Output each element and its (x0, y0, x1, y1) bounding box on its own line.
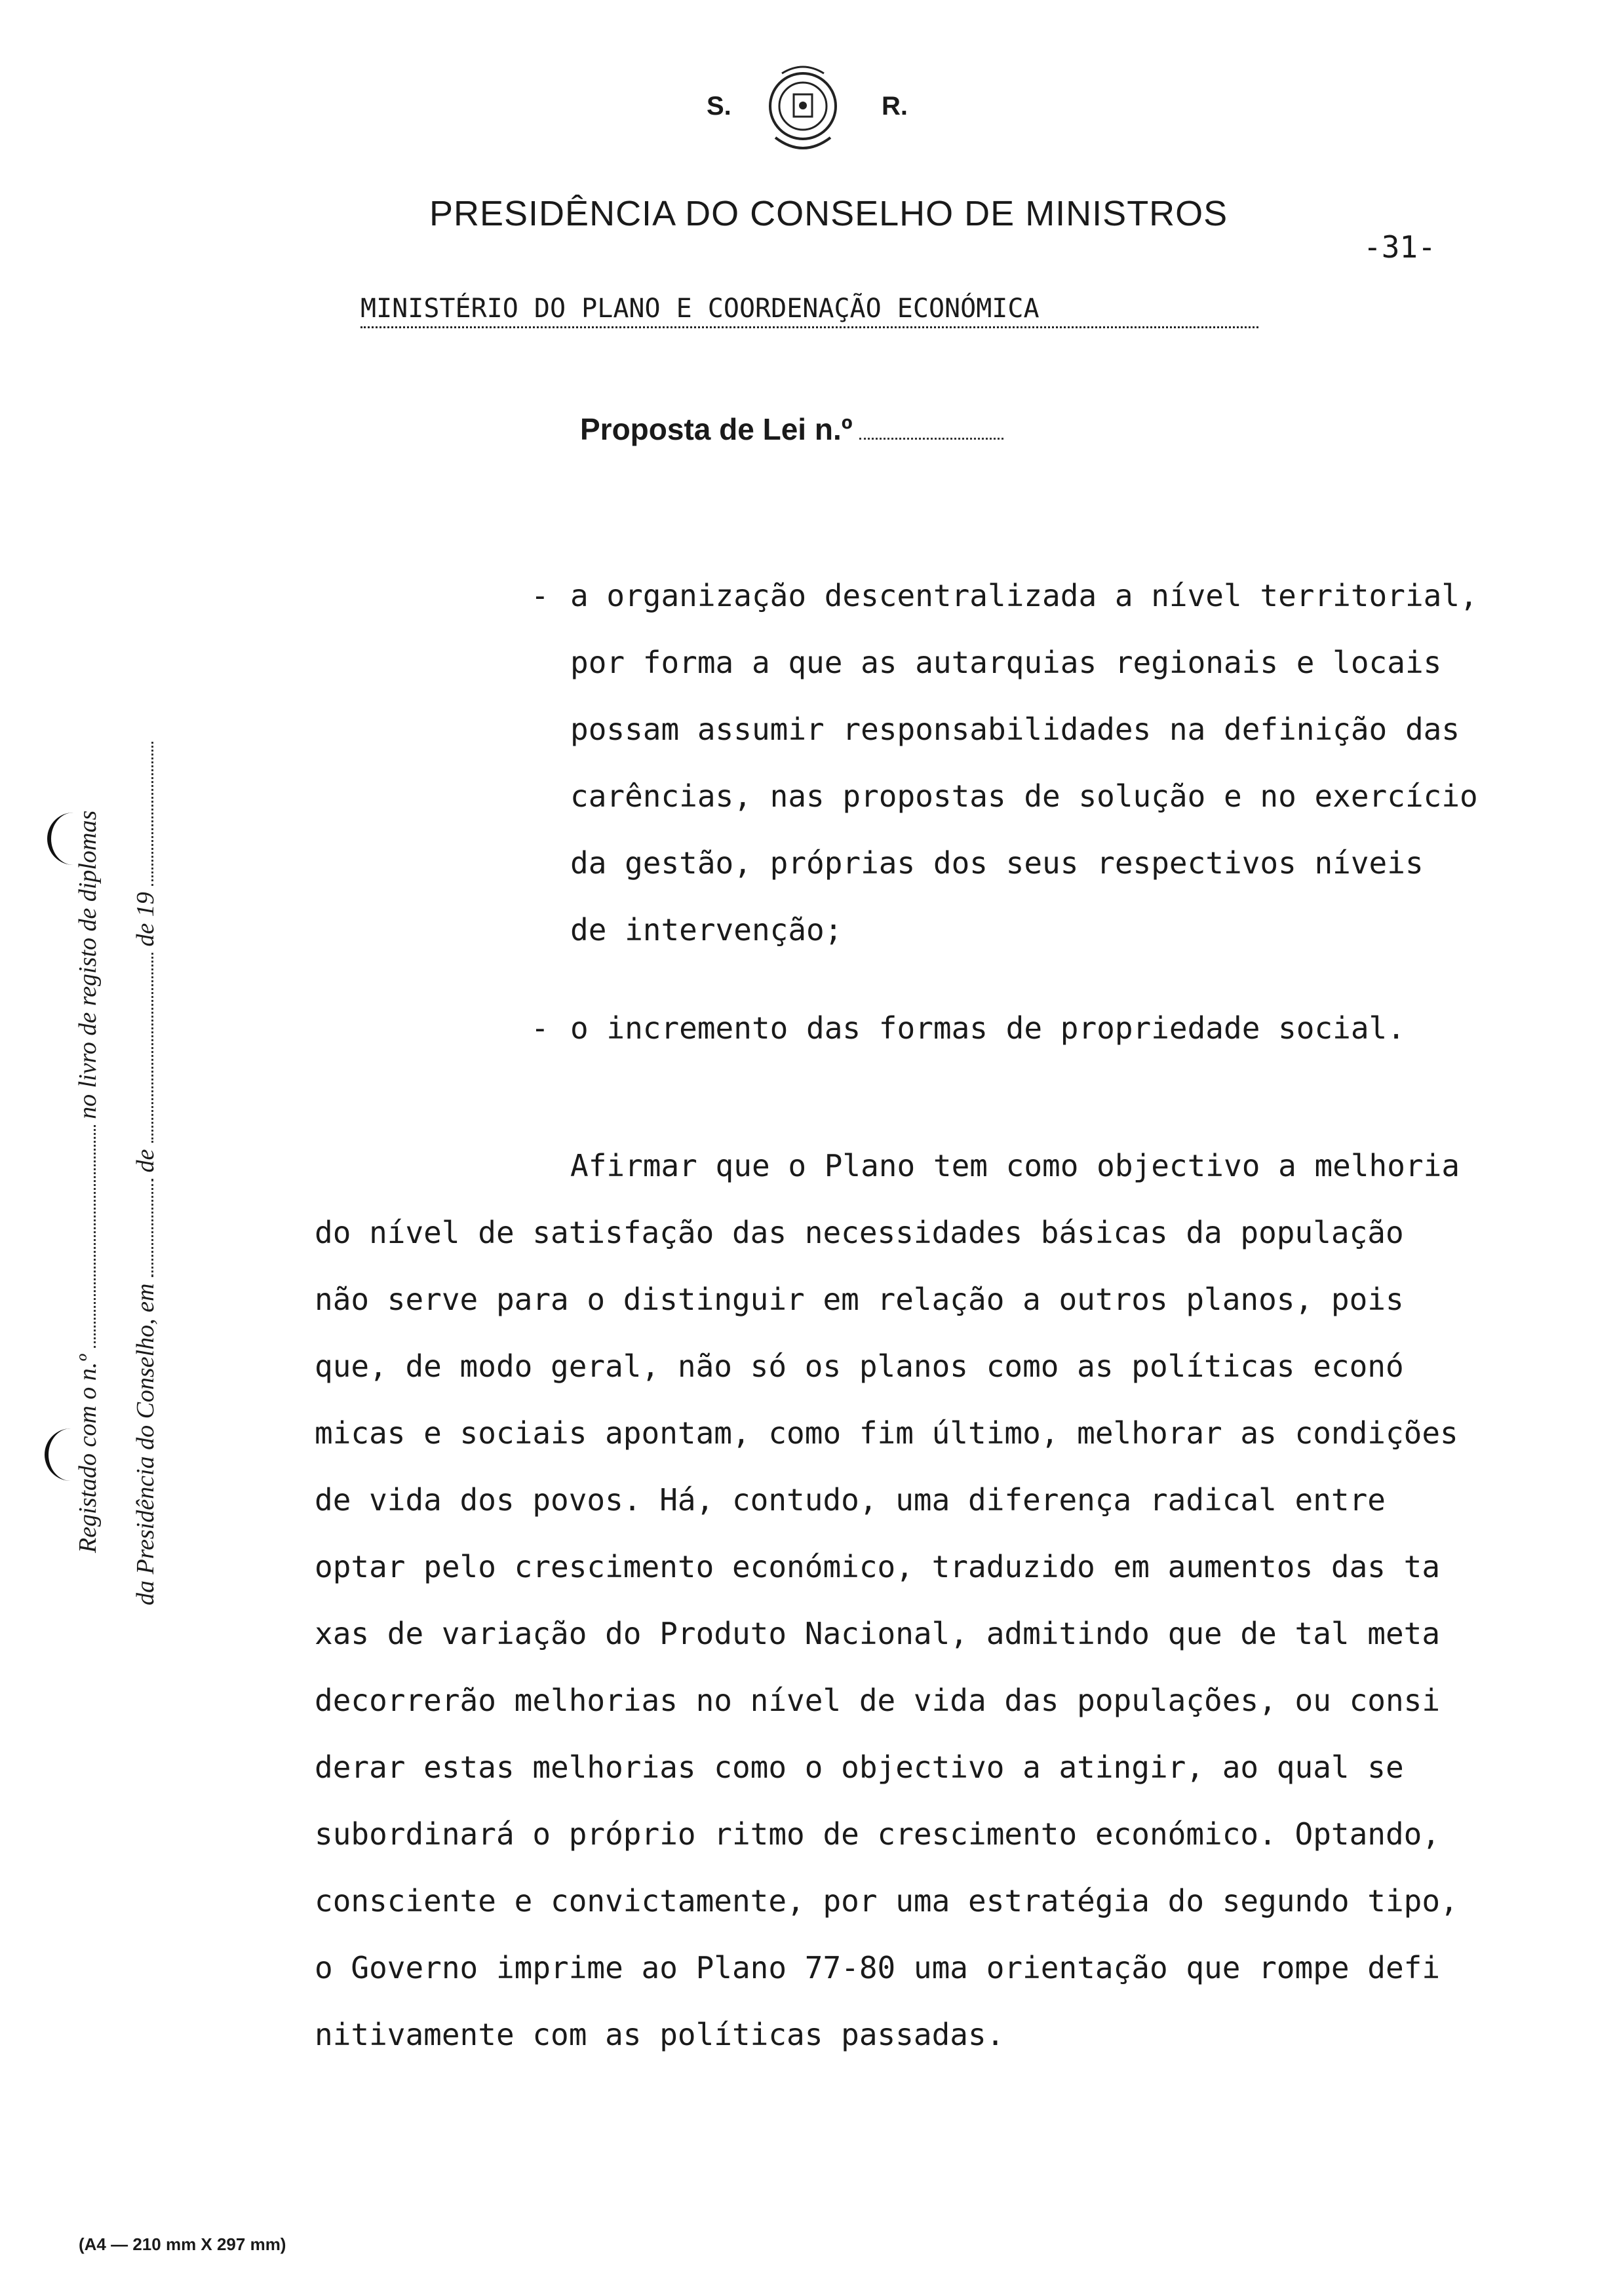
margin-year-blank (132, 742, 153, 886)
bullet-line: a organização descentralizada a nível territorial, (570, 578, 1478, 613)
paragraph-line: xas de variação do Produto Nacional, admitindo que de tal meta (315, 1616, 1441, 1651)
paragraph-line: de vida dos povos. Há, contudo, uma diferença radical entre (315, 1482, 1386, 1518)
bullet-line: o incremento das formas de propriedade social. (570, 1010, 1405, 1046)
paragraph-line: micas e sociais apontam, como fim último, melhorar as condições (315, 1415, 1458, 1451)
bullet-line: carências, nas propostas de solução e no exercício (570, 778, 1478, 814)
bullet-line: possam assumir responsabilidades na definição das (570, 712, 1460, 747)
paragraph-line: optar pelo crescimento económico, traduzido em aumentos das ta (315, 1549, 1441, 1584)
proposal-line (580, 411, 1003, 447)
bullet-dash: - (531, 578, 549, 613)
s-label: S. (707, 92, 731, 121)
paragraph-line: que, de modo geral, não só os planos como as políticas econó (315, 1349, 1404, 1384)
paragraph-line: decorrerão melhorias no nível de vida das populações, ou consi (315, 1683, 1441, 1718)
paragraph-line: nitivamente com as políticas passadas. (315, 2017, 1005, 2052)
ministry-heading: MINISTÉRIO DO PLANO E COORDENAÇÃO ECONÓMICA (360, 294, 1258, 328)
margin-note-line2 (131, 742, 160, 1605)
paragraph-line: não serve para o distinguir em relação a outros planos, pois (315, 1282, 1404, 1317)
margin-book-label: no livro de registo de diplomas (74, 810, 102, 1119)
paragraph-line: consciente e convictamente, por uma estratégia do segundo tipo, (315, 1883, 1458, 1919)
margin-day-blank (132, 1179, 153, 1277)
r-label: R. (882, 92, 908, 121)
page-number: -31- (1363, 229, 1436, 265)
margin-de-label: de (132, 1149, 159, 1173)
margin-number-blank (74, 1125, 96, 1348)
bullet-line: por forma a que as autarquias regionais e locais (570, 645, 1442, 680)
proposal-label: Proposta de Lei n.º (580, 412, 853, 446)
bullet-dash: - (531, 1010, 549, 1046)
margin-presidency-label: da Presidência do Conselho, em (132, 1283, 159, 1605)
paragraph-line: do nível de satisfação das necessidades básicas da população (315, 1215, 1404, 1250)
bullet-line: da gestão, próprias dos seus respectivos níveis (570, 845, 1424, 881)
page-title: PRESIDÊNCIA DO CONSELHO DE MINISTROS (429, 194, 1228, 233)
proposal-number-blank (859, 414, 1003, 440)
margin-bracket-bottom (45, 1428, 81, 1481)
paper-size-note: (A4 — 210 mm X 297 mm) (79, 2234, 286, 2254)
paragraph-line: derar estas melhorias como o objectivo a atingir, ao qual se (315, 1750, 1404, 1785)
paragraph-line: o Governo imprime ao Plano 77-80 uma orientação que rompe defi (315, 1950, 1441, 1985)
paragraph-line: Afirmar que o Plano tem como objectivo a melhoria (570, 1148, 1460, 1183)
margin-registered-label: Registado com o n.º (74, 1354, 102, 1553)
margin-year-label: de 19 (132, 892, 159, 947)
coat-of-arms-seal (762, 60, 844, 163)
bullet-line: de intervenção; (570, 912, 843, 947)
margin-month-blank (132, 953, 153, 1143)
margin-bracket-top (47, 813, 84, 865)
paragraph-line: subordinará o próprio ritmo de crescimento económico. Optando, (315, 1816, 1441, 1852)
